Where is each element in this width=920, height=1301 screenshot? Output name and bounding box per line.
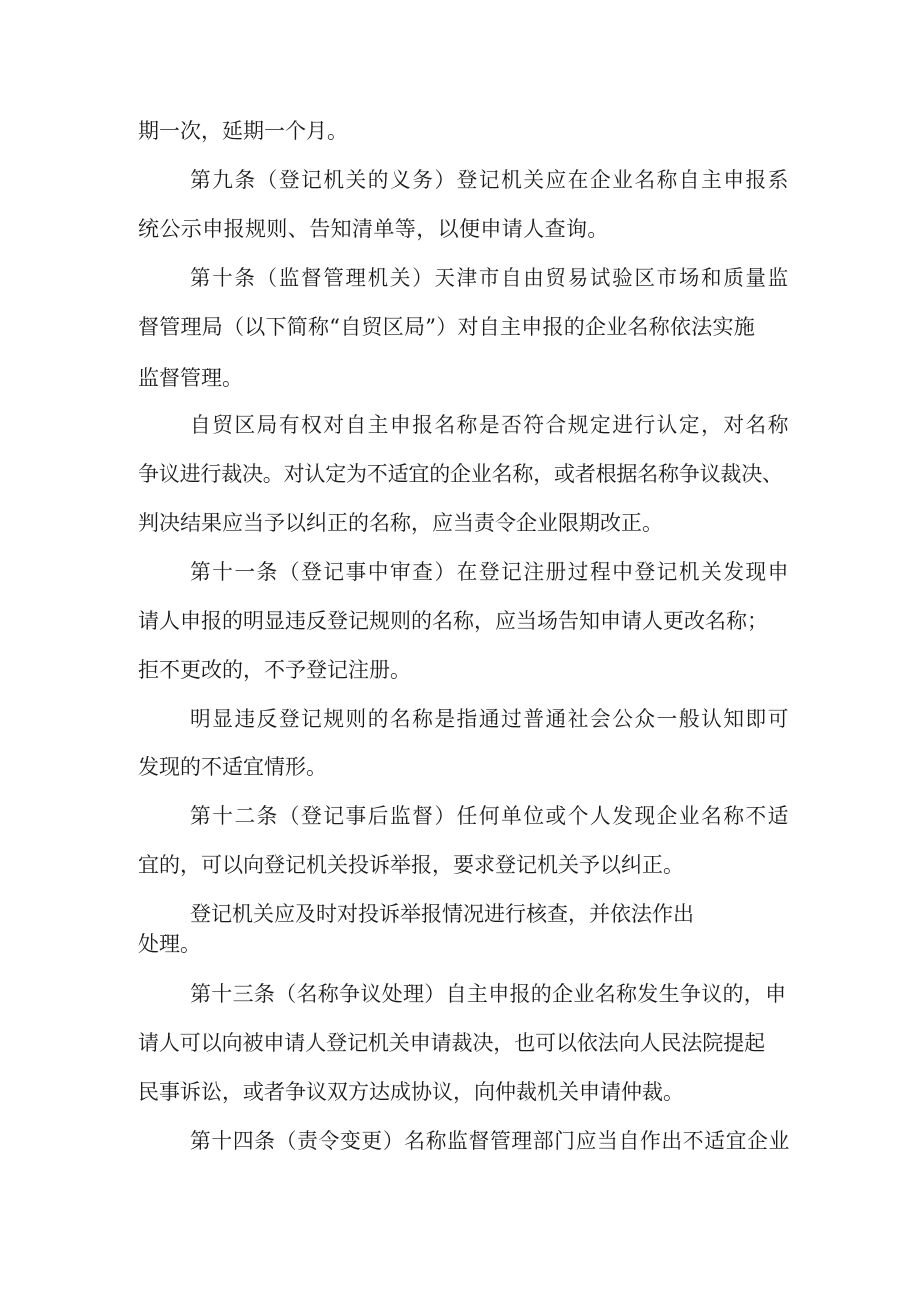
paragraph-start-line: 登记机关应及时对投诉举报情况进行核查，并依法作出 [190,902,694,926]
article-13-heading-line: 第十三条（名称争议处理）自主申报的企业名称发生争议的，申 [190,982,787,1006]
text-line: 发现的不适宜情形。 [138,755,327,779]
text-line: 请人申报的明显违反登记规则的名称，应当场告知申请人更改名称； [138,609,768,633]
article-9-heading-line: 第九条（登记机关的义务）登记机关应在企业名称自主申报系 [190,168,791,192]
text-line: 请人可以向被申请人登记机关申请裁决，也可以依法向人民法院提起 [138,1031,765,1055]
text-line: 统公示申报规则、告知清单等，以便申请人查询。 [138,217,609,241]
article-14-heading-line: 第十四条（责令变更）名称监督管理部门应当自作出不适宜企业 [190,1129,791,1153]
text-line: 期一次，延期一个月。 [138,119,348,143]
article-11-heading-line: 第十一条（登记事中审查）在登记注册过程中登记机关发现申 [190,560,791,584]
text-line: 判决结果应当予以纠正的名称，应当责令企业限期改正。 [138,511,663,535]
text-line: 拒不更改的，不予登记注册。 [138,658,411,682]
paragraph-start-line: 明显违反登记规则的名称是指通过普通社会公众一般认知即可 [190,707,791,731]
text-line: 民事诉讼，或者争议双方达成协议，向仲裁机关申请仲裁。 [138,1080,684,1104]
text-line: 监督管理。 [138,366,243,390]
text-line: 督管理局（以下简称“自贸区局”）对自主申报的企业名称依法实施 [138,315,755,339]
article-10-heading-line: 第十条（监督管理机关）天津市自由贸易试验区市场和质量监 [190,266,791,290]
article-12-heading-line: 第十二条（登记事后监督）任何单位或个人发现企业名称不适 [190,804,791,828]
text-line: 处理。 [138,932,201,956]
text-line: 宜的，可以向登记机关投诉举报，要求登记机关予以纠正。 [138,853,684,877]
paragraph-start-line: 自贸区局有权对自主申报名称是否符合规定进行认定，对名称 [190,413,791,437]
text-line: 争议进行裁决。对认定为不适宜的企业名称，或者根据名称争议裁决、 [138,462,783,486]
